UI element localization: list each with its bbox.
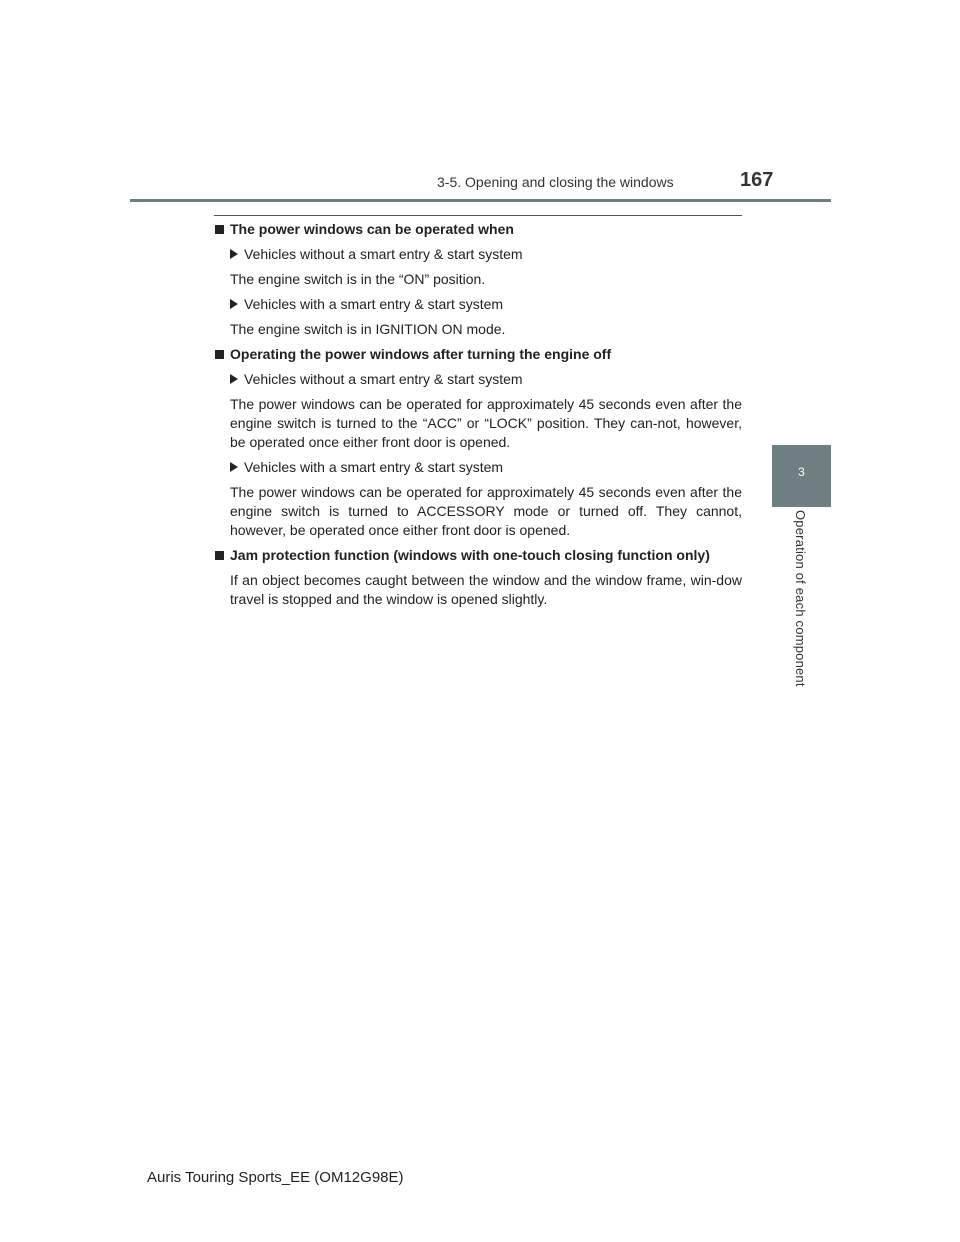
list-item-text: Vehicles without a smart entry & start system	[244, 246, 523, 262]
square-bullet-icon	[215, 551, 224, 560]
section-heading	[214, 546, 742, 565]
triangle-bullet-icon	[230, 299, 238, 309]
heading-text: Operating the power windows after turning the engine off	[230, 346, 612, 362]
square-bullet-icon	[215, 225, 224, 234]
page-number: 167	[740, 169, 774, 191]
header-divider	[130, 199, 831, 202]
page-content	[214, 220, 742, 615]
section-heading	[214, 220, 742, 239]
list-item-text: Vehicles without a smart entry & start system	[244, 371, 523, 387]
section-title: 3-5. Opening and closing the windows	[437, 174, 674, 190]
list-item-text: Vehicles with a smart entry & start system	[244, 296, 504, 312]
paragraph: The engine switch is in IGNITION ON mode.	[230, 321, 506, 337]
heading-text: The power windows can be operated when	[230, 221, 514, 237]
footer-text: Auris Touring Sports_EE (OM12G98E)	[147, 1169, 404, 1186]
triangle-bullet-icon	[230, 249, 238, 259]
list-item-text: Vehicles with a smart entry & start system	[244, 459, 504, 475]
triangle-bullet-icon	[230, 462, 238, 472]
paragraph: The power windows can be operated for approximately 45 seconds even after the engine switch is turned to ACCESSORY mode or turned off. They cannot, however, be operated once either front door is opened.	[230, 484, 742, 538]
paragraph: If an object becomes caught between the window and the window frame, win-dow travel is stopped and the window is opened slightly.	[230, 572, 742, 607]
list-item	[230, 370, 742, 389]
heading-text: Jam protection function (windows with one-touch closing function only)	[230, 547, 710, 563]
triangle-bullet-icon	[230, 374, 238, 384]
list-item	[230, 245, 742, 264]
paragraph: The engine switch is in the “ON” position.	[230, 271, 486, 287]
content-divider	[214, 215, 742, 216]
chapter-number: 3	[798, 465, 805, 479]
square-bullet-icon	[215, 350, 224, 359]
chapter-title: Operation of each component	[793, 510, 808, 687]
paragraph: The power windows can be operated for approximately 45 seconds even after the engine switch is turned to the “ACC” or “LOCK” position. They can-not, however, be operated once either front door is opened.	[230, 396, 742, 450]
list-item	[230, 295, 742, 314]
section-heading	[214, 345, 742, 364]
chapter-tab	[772, 445, 831, 507]
list-item	[230, 458, 742, 477]
